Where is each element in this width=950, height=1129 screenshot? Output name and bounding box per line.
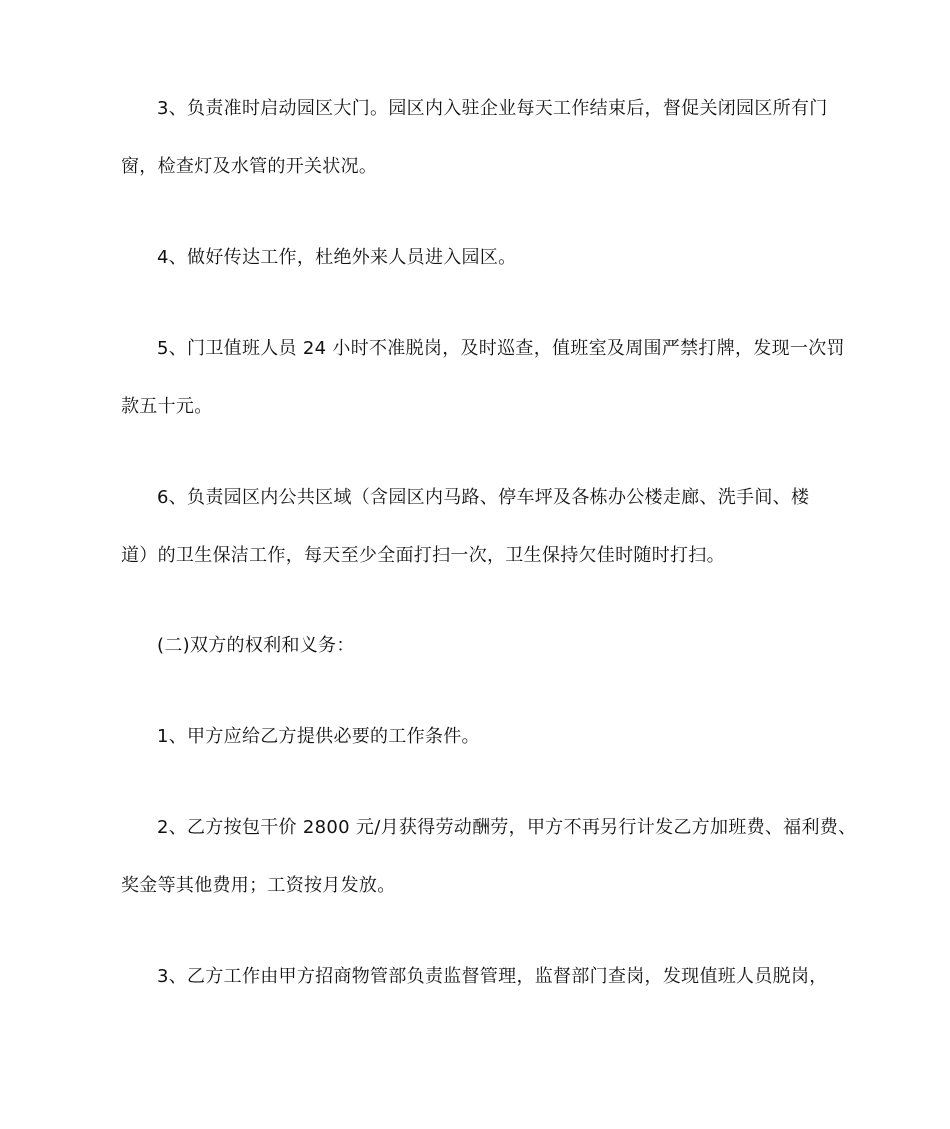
paragraph-4: 4、做好传达工作，杜绝外来人员进入园区。 xyxy=(157,247,517,268)
clause-1: 1、甲方应给乙方提供必要的工作条件。 xyxy=(157,726,480,747)
clause-2-line-2: 奖金等其他费用；工资按月发放。 xyxy=(121,875,396,896)
paragraph-5-line-2: 款五十元。 xyxy=(121,396,213,417)
paragraph-5-line-1: 5、门卫值班人员 24 小时不准脱岗，及时巡查，值班室及周围严禁打牌，发现一次罚 xyxy=(157,338,845,359)
clause-3-line-1: 3、乙方工作由甲方招商物管部负责监督管理，监督部门查岗，发现值班人员脱岗， xyxy=(157,966,828,987)
paragraph-3-line-2: 窗，检查灯及水管的开关状况。 xyxy=(121,156,378,177)
clause-2-line-1: 2、乙方按包干价 2800 元/月获得劳动酬劳，甲方不再另行计发乙方加班费、福利费、 xyxy=(157,817,857,838)
section-heading: (二)双方的权利和义务： xyxy=(157,635,355,656)
paragraph-6-line-2: 道）的卫生保洁工作，每天至少全面打扫一次，卫生保持欠佳时随时打扫。 xyxy=(121,545,725,566)
paragraph-3-line-1: 3、负责准时启动园区大门。园区内入驻企业每天工作结束后，督促关闭园区所有门 xyxy=(157,98,828,119)
paragraph-6-line-1: 6、负责园区内公共区域（含园区内马路、停车坪及各栋办公楼走廊、洗手间、楼 xyxy=(157,487,810,508)
